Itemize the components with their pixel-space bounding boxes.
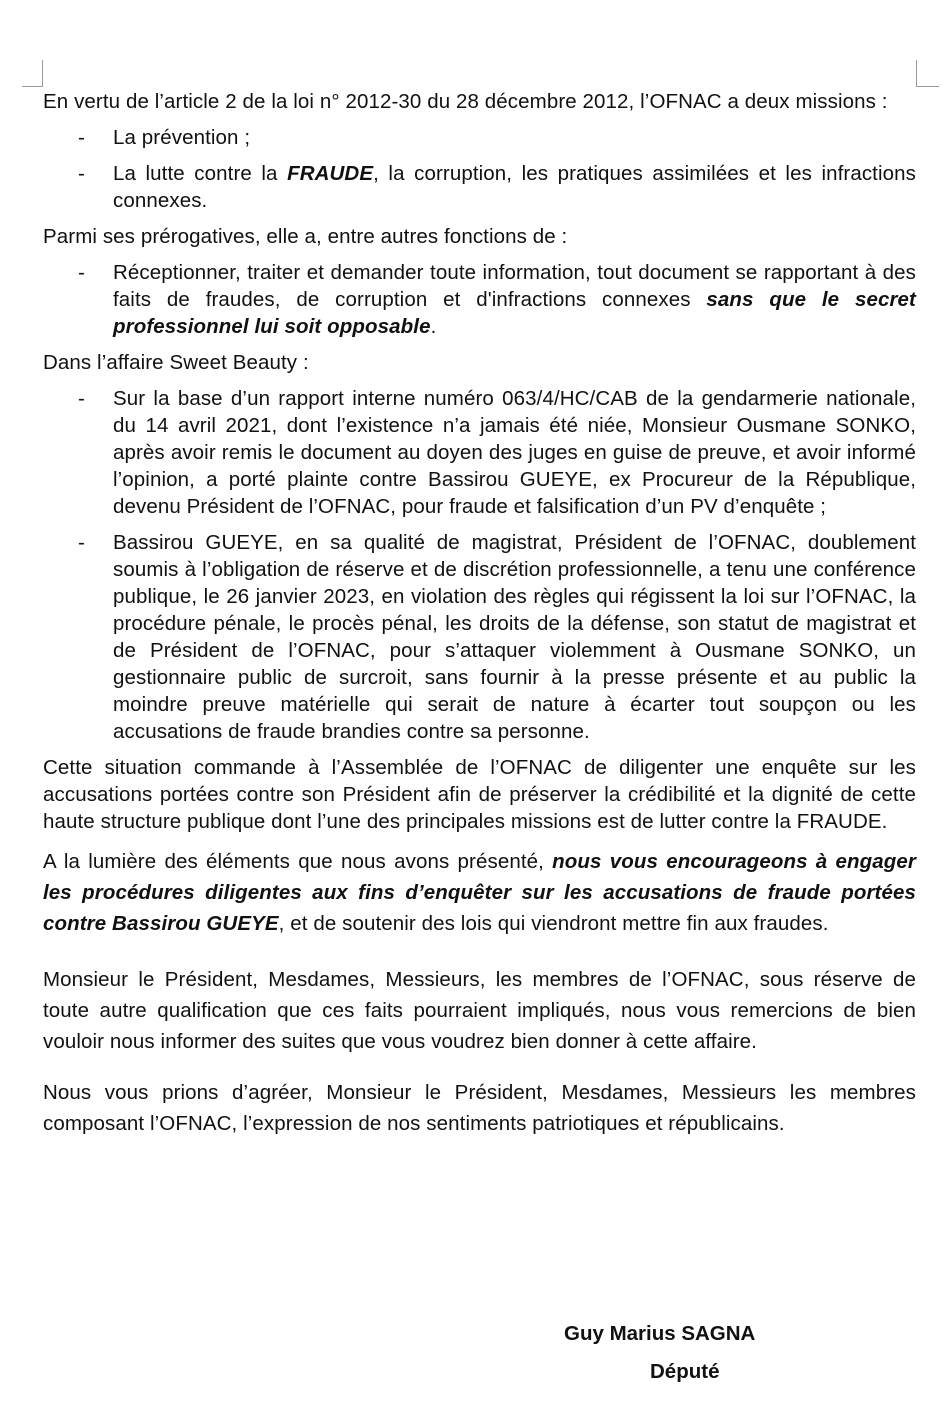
list-item-receptionner (43, 259, 916, 340)
affaire-paragraph: Dans l’affaire Sweet Beauty : (43, 351, 309, 374)
letter-body (43, 88, 916, 1139)
list-item-text: La prévention ; (113, 126, 251, 149)
prerogatives-paragraph: Parmi ses prérogatives, elle a, entre autres fonctions de : (43, 225, 568, 248)
list-item-text: , la corruption, les pratiques assimilées et les infractions connexes. (113, 162, 916, 212)
president-paragraph: Monsieur le Président, Mesdames, Messieurs, les membres de l’OFNAC, sous réserve de toute autre qualification que ces faits pourraient impliqués, nous vous remercions de bien vouloir nous informer des suites que vous voudrez bien donner à cette affaire. (43, 968, 916, 1053)
list-item-lutte (43, 160, 916, 214)
lumiere-paragraph (43, 846, 916, 939)
bullet-dash: - (78, 387, 85, 410)
closing-paragraph: Nous vous prions d’agréer, Monsieur le Président, Mesdames, Messieurs les membres composant l’OFNAC, l’expression de nos sentiments patriotiques et républicains. (43, 1081, 916, 1135)
emphasis-encouragement: nous vous encourageons à engager les procédures diligentes aux fins d’enquêter sur les accusations de fraude portées contre Bassirou GUEYE (43, 850, 917, 935)
bullet-dash: - (78, 126, 85, 149)
list-item-rapport (43, 385, 916, 520)
list-item-text: Sur la base d’un rapport interne numéro 063/4/HC/CAB de la gendarmerie nationale, du 14 avril 2021, dont l’existence n’a jamais été niée, Monsieur Ousmane SONKO, après avoir remis le document au doyen des juges en guise de preuve, et avoir informé l’opinion, a porté plainte contre Bassirou GUEYE, ex Procureur de la République, devenu Président de l’OFNAC, pour fraude et falsification d’un PV d’enquête ; (113, 387, 916, 518)
intro-paragraph: En vertu de l’article 2 de la loi n° 2012-30 du 28 décembre 2012, l’OFNAC a deux missions : (43, 90, 888, 113)
list-item-text: La lutte contre la (113, 162, 288, 185)
list-item-prevention (43, 124, 916, 151)
bullet-dash: - (78, 261, 85, 284)
list-item-text: Bassirou GUEYE, en sa qualité de magistrat, Président de l’OFNAC, doublement soumis à l’obligation de réserve et de discrétion professionnelle, a tenu une conférence publique, le 26 janvier 2023, en violation des règles qui régissent la loi sur l’OFNAC, la procédure pénale, le procès pénal, les droits de la défense, son statut de magistrat et de Président de l’OFNAC, pour s’attaquer violemment à Ousmane SONKO, un gestionnaire public de surcroit, sans fournir à la presse présente et au public la moindre preuve matérielle qui serait de nature à écarter tout soupçon ou les accusations de fraude brandies contre sa personne. (113, 531, 916, 743)
list-item-text: Réceptionner, traiter et demander toute information, tout document se rapportant à des faits de fraudes, de corruption et d'infractions connexes (113, 261, 916, 311)
signature-title: Député (650, 1360, 720, 1383)
list-item-text: . (430, 315, 437, 338)
bullet-dash: - (78, 531, 85, 554)
margin-mark-top-right (916, 60, 939, 87)
margin-mark-top-left (22, 60, 43, 87)
bullet-dash: - (78, 162, 85, 185)
paragraph-text: , et de soutenir des lois qui viendront mettre fin aux fraudes. (278, 912, 829, 935)
paragraph-text: A la lumière des éléments que nous avons présenté, (43, 850, 553, 873)
emphasis-secret-professionnel: sans que le secret professionnel lui soit opposable (113, 288, 916, 338)
signature-name: Guy Marius SAGNA (564, 1322, 756, 1345)
situation-paragraph: Cette situation commande à l’Assemblée de l’OFNAC de diligenter une enquête sur les accusations portées contre son Président afin de préserver la crédibilité et la dignité de cette haute structure publique dont l’une des principales missions est de lutter contre la FRAUDE. (43, 756, 916, 833)
emphasis-fraude: FRAUDE (287, 162, 374, 185)
list-item-bassirou (43, 529, 916, 745)
